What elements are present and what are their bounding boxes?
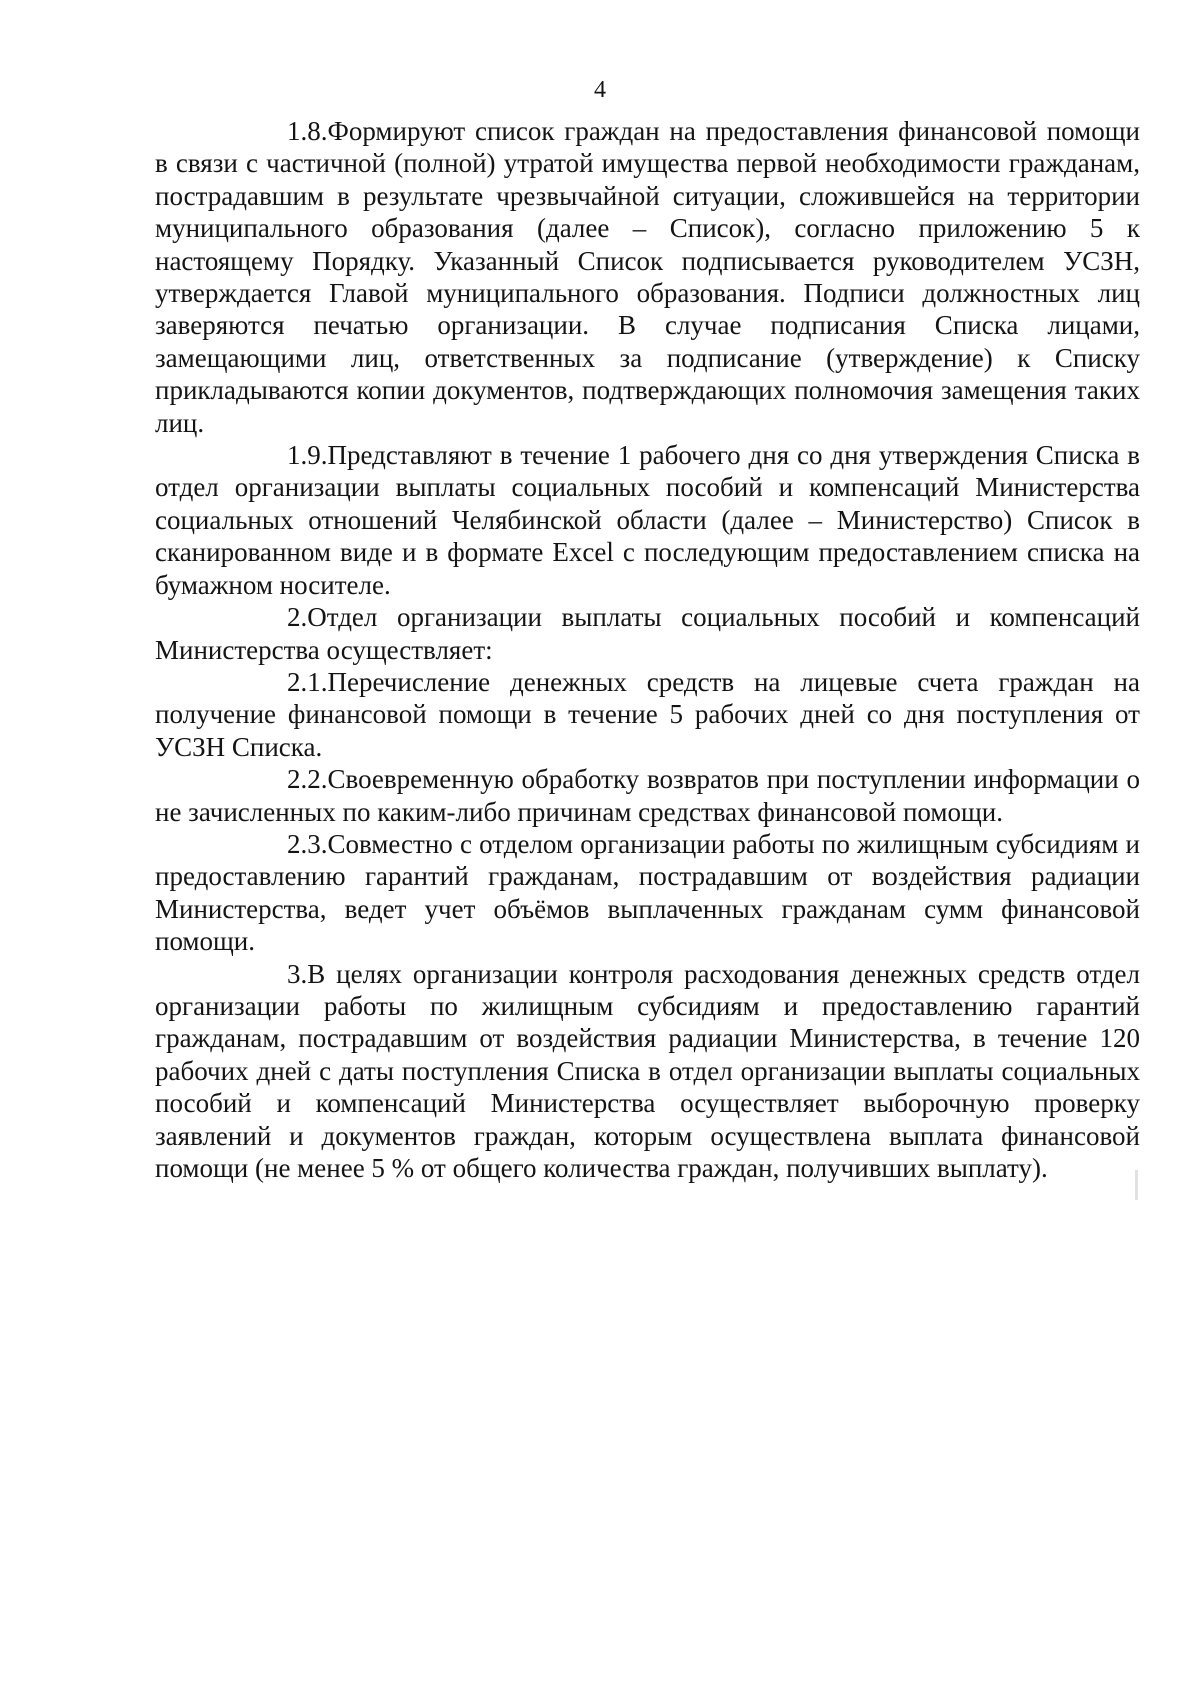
paragraph-number: 2. <box>287 602 308 633</box>
paragraph-text: Отдел организации выплаты социальных пособий и компенсаций Министерства осуществляет: <box>155 602 1140 665</box>
paragraph-number: 3. <box>287 958 308 989</box>
paragraph-2-1 <box>155 666 1140 763</box>
paragraph-text: В целях организации контроля расходования денежных средств отдел организации работы по жилищным субсидиям и предоставлению гарантий гражданам, пострадавшим от воздействия радиации Министерства, в течение 120 рабочих дней с даты поступления Списка в отдел организации выплаты социальных пособий и компенсаций Министерства осуществляет выборочную проверку заявлений и документов граждан, которым осуществлена выплата финансовой помощи (не менее 5 % от общего количества граждан, получивших выплату). <box>155 958 1140 1183</box>
paragraph-number: 1.9. <box>287 440 328 471</box>
document-body <box>155 115 1140 1184</box>
paragraph-1-9 <box>155 439 1140 601</box>
paragraph-text: Перечисление денежных средств на лицевые счета граждан на получение финансовой помощи в течение 5 рабочих дней со дня поступления от УСЗН Списка. <box>155 666 1140 762</box>
scan-artifact <box>1135 1170 1138 1200</box>
paragraph-number: 2.1. <box>287 666 328 697</box>
paragraph-3 <box>155 958 1140 1185</box>
paragraph-text: Совместно с отделом организации работы по жилищным субсидиям и предоставлению гарантий гражданам, пострадавшим от воздействия радиации Министерства, ведет учет объёмов выплаченных гражданам сумм финансовой помощи. <box>155 828 1140 957</box>
paragraph-2 <box>155 601 1140 666</box>
paragraph-number: 2.2. <box>287 764 328 795</box>
paragraph-2-3 <box>155 828 1140 958</box>
paragraph-number: 1.8. <box>287 116 328 146</box>
paragraph-2-2 <box>155 763 1140 828</box>
paragraph-number: 2.3. <box>287 828 328 859</box>
page-number: 4 <box>594 77 606 103</box>
paragraph-1-8 <box>155 115 1140 439</box>
paragraph-text: Своевременную обработку возвратов при поступлении информации о не зачисленных по каким-либо причинам средствах финансовой помощи. <box>155 764 1140 827</box>
paragraph-text: Представляют в течение 1 рабочего дня со дня утверждения Списка в отдел организации выплаты социальных пособий и компенсаций Министерства социальных отношений Челябинской области (далее – Министерство) Список в сканированном виде и в формате Excel с последующим предоставлением списка на бумажном носителе. <box>155 440 1140 600</box>
paragraph-text: Формируют список граждан на предоставления финансовой помощи в связи с частичной (полной) утратой имущества первой необходимости гражданам, пострадавшим в результате чрезвычайной ситуации, сложившейся на территории муниципального образования (далее – Список), согласно приложению 5 к настоящему Порядку. Указанный Список подписывается руководителем УСЗН, утверждается Главой муниципального образования. Подписи должностных лиц заверяются печатью организации. В случае подписания Списка лицами, замещающими лиц, ответственных за подписание (утверждение) к Списку прикладываются копии документов, подтверждающих полномочия замещения таких лиц. <box>155 116 1140 438</box>
